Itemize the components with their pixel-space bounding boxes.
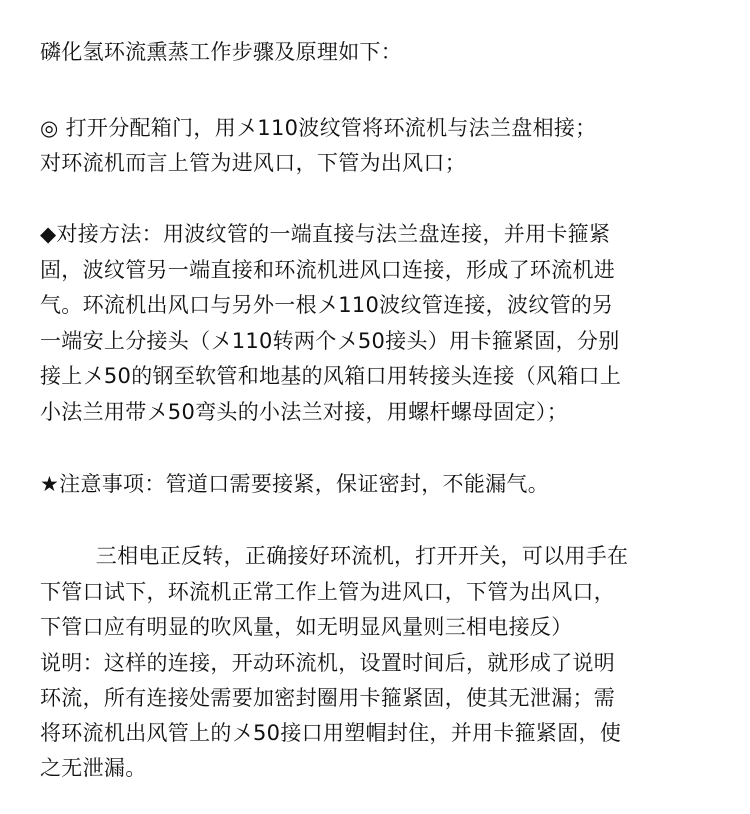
text-line: 气。环流机出风口与另外一根〤110波纹管连接，波纹管的另 — [40, 293, 614, 317]
text-line: 之无泄漏。 — [40, 756, 147, 780]
text-line: 将环流机出风管上的〤50接口用塑帽封住，并用卡箍紧固，使 — [40, 721, 622, 745]
text-line: 下管口试下，环流机正常工作上管为进风口，下管为出风口， — [40, 580, 616, 604]
text-line: 下管口应有明显的吹风量，如无明显风量则三相电接反） — [40, 615, 573, 639]
notice-line: ★注意事项：管道口需要接紧，保证密封，不能漏气。 — [40, 472, 550, 496]
text-line: ◎ 打开分配箱门，用〤110波纹管将环流机与法兰盘相接； — [40, 116, 597, 140]
document-title: 磷化氢环流熏蒸工作步骤及原理如下： — [40, 40, 403, 64]
text-line: 小法兰用带〤50弯头的小法兰对接，用螺杆螺母固定）； — [40, 400, 569, 424]
text-line: 固，波纹管另一端直接和环流机进风口连接，形成了环流机进 — [40, 258, 616, 282]
text-line: 三相电正反转，正确接好环流机，打开开关，可以用手在 — [40, 544, 629, 568]
text-line: 对环流机而言上管为进风口，下管为出风口； — [40, 151, 466, 175]
text-line: 接上〤50的钢至软管和地基的风箱口用转接头连接（风箱口上 — [40, 364, 622, 388]
text-line: 说明：这样的连接，开动环流机，设置时间后，就形成了说明 — [40, 651, 616, 675]
text-line: 一端安上分接头（〤110转两个〤50接头）用卡箍紧固，分别 — [40, 329, 620, 353]
text-line: ◆对接方法：用波纹管的一端直接与法兰盘连接，并用卡箍紧 — [40, 222, 611, 246]
text-line: 环流，所有连接处需要加密封圈用卡箍紧固，使其无泄漏；需 — [40, 686, 616, 710]
